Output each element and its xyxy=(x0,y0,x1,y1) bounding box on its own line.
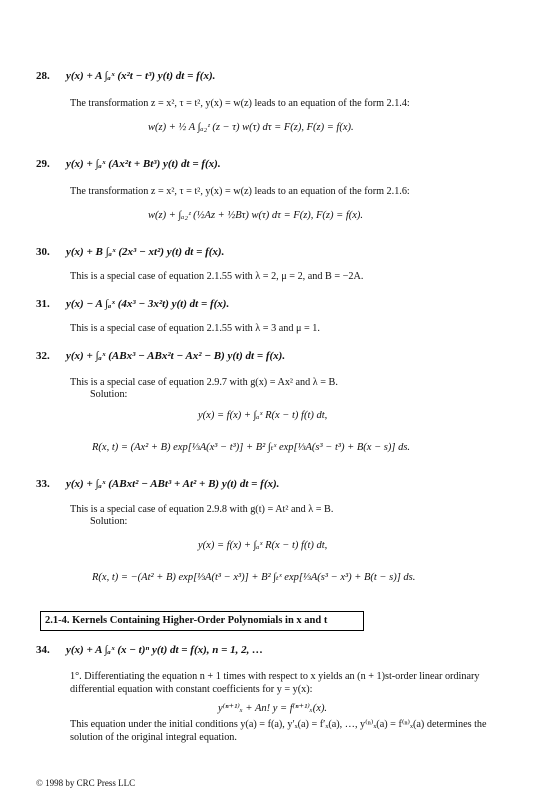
paragraph: 1°. Differentiating the equation n + 1 times with respect to x yields an (n + 1)st-order linear ordinary differential equation with constant coefficients for y = y(x): xyxy=(70,671,480,695)
equation-heading: y(x) + B ∫ₐˣ (2x³ − xt²) y(t) dt = f(x). xyxy=(66,246,225,258)
equation-heading: y(x) + A ∫ₐˣ (x − t)ⁿ y(t) dt = f(x), n = 1, 2, … xyxy=(66,644,264,656)
equation-heading: y(x) + A ∫ₐˣ (x²t − t³) y(t) dt = f(x). xyxy=(66,70,216,82)
section-heading: 2.1-4. Kernels Containing Higher-Order Polynomials in x and t xyxy=(40,611,364,631)
equation-heading: y(x) + ∫ₐˣ (ABxt² − ABt³ + At² + B) y(t) dt = f(x). xyxy=(66,478,280,490)
solution-label: Solution: xyxy=(90,516,128,527)
equation-number: 32. xyxy=(36,350,50,362)
equation-description: The transformation z = x², τ = t², y(x) = w(z) leads to an equation of the form 2.1.6: xyxy=(70,186,410,197)
display-equation: y(x) = f(x) + ∫ₐˣ R(x − t) f(t) dt, xyxy=(198,410,328,421)
equation-number: 30. xyxy=(36,246,50,258)
display-equation: w(z) + ∫ₐ₂ᶻ (½Az + ½Bτ) w(τ) dτ = F(z), F(z) = f(x). xyxy=(148,210,364,221)
equation-description: This is a special case of equation 2.9.7 with g(x) = Ax² and λ = B. xyxy=(70,377,338,388)
equation-description: This is a special case of equation 2.9.8 with g(t) = At² and λ = B. xyxy=(70,504,334,515)
display-equation: R(x, t) = (Ax² + B) exp[⅓A(x³ − t³)] + B² ∫ₜˣ exp[⅓A(s³ − t³) + B(x − s)] ds. xyxy=(92,442,411,453)
display-equation: w(z) + ½ A ∫ₐ₂ᶻ (z − τ) w(τ) dτ = F(z), F(z) = f(x). xyxy=(148,122,354,133)
equation-description: This is a special case of equation 2.1.55 with λ = 2, μ = 2, and B = −2A. xyxy=(70,271,364,282)
paragraph: This equation under the initial conditions y(a) = f(a), y′ₓ(a) = f′ₓ(a), …, y⁽ⁿ⁾ₓ(a) = f⁽ⁿ⁾ₓ(a) determines the solution of the original integral equation. xyxy=(70,719,487,743)
copyright-footer: © 1998 by CRC Press LLC xyxy=(36,778,136,788)
display-equation: R(x, t) = −(At² + B) exp[⅓A(t³ − x³)] + B² ∫ₜˣ exp[⅓A(s³ − x³) + B(t − s)] ds. xyxy=(92,572,416,583)
equation-description: The transformation z = x², τ = t², y(x) = w(z) leads to an equation of the form 2.1.4: xyxy=(70,98,410,109)
equation-heading: y(x) + ∫ₐˣ (ABx³ − ABx²t − Ax² − B) y(t) dt = f(x). xyxy=(66,350,286,362)
display-equation: y⁽ⁿ⁺¹⁾ₓ + An! y = f⁽ⁿ⁺¹⁾ₓ(x). xyxy=(218,703,328,714)
solution-label: Solution: xyxy=(90,389,128,400)
equation-heading: y(x) + ∫ₐˣ (Ax²t + Bt³) y(t) dt = f(x). xyxy=(66,158,221,170)
equation-number: 28. xyxy=(36,70,50,82)
equation-number: 31. xyxy=(36,298,50,310)
equation-description: This is a special case of equation 2.1.55 with λ = 3 and μ = 1. xyxy=(70,323,320,334)
equation-heading: y(x) − A ∫ₐˣ (4x³ − 3x²t) y(t) dt = f(x). xyxy=(66,298,230,310)
equation-number: 33. xyxy=(36,478,50,490)
equation-number: 29. xyxy=(36,158,50,170)
display-equation: y(x) = f(x) + ∫ₐˣ R(x − t) f(t) dt, xyxy=(198,540,328,551)
equation-number: 34. xyxy=(36,644,50,656)
